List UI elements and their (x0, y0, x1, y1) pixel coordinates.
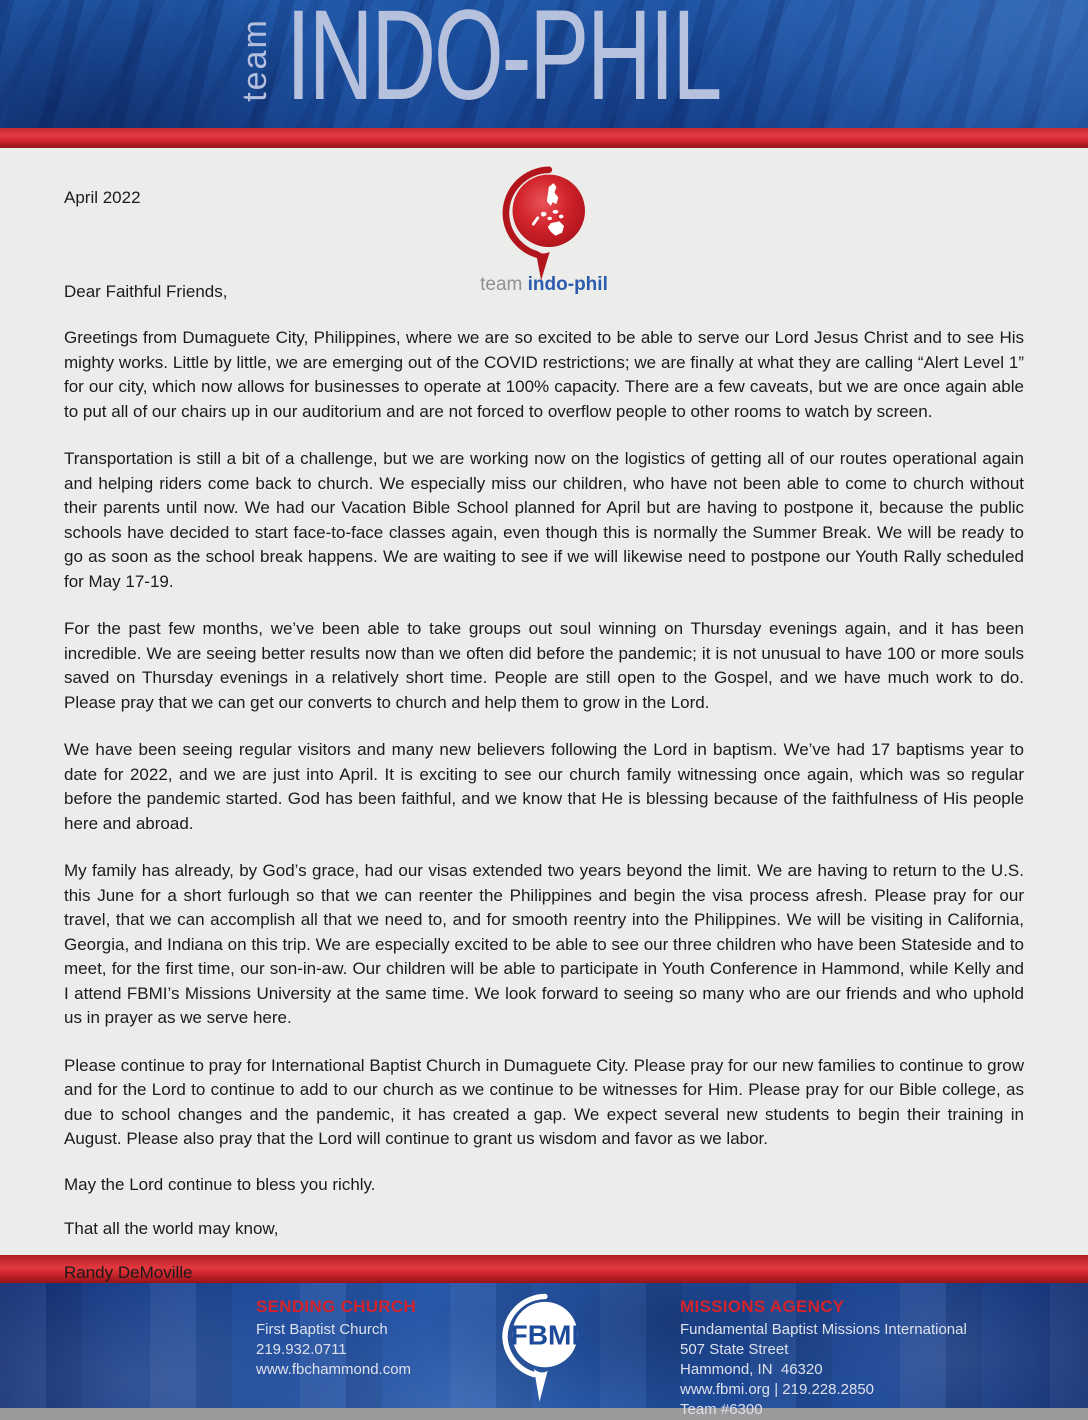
letter-date: April 2022 (64, 188, 141, 207)
sending-church-website: www.fbchammond.com (256, 1361, 412, 1378)
missions-agency-contact: www.fbmi.org | 219.228.2850 (680, 1381, 875, 1398)
paragraph-greetings: Greetings from Dumaguete City, Philippines, where we are so excited to be able to serve our Lord Jesus Christ and to see His mighty works. Little by little, we are emerging out of the COVID restrictions; we are finally at what they are calling “Alert Level 1” for our city, which now allows for businesses to operate at 100% capacity. There are a few caveats, but we are once again able to put all of our chairs up in our auditorium and are not forced to overflow people to other rooms to watch by screen. (64, 328, 1024, 421)
sending-church-phone: 219.932.0711 (256, 1341, 347, 1358)
header-banner (0, 0, 1088, 128)
fbmi-logo-text: FBMI (510, 1319, 580, 1351)
missions-agency-city: Hammond, IN 46320 (680, 1361, 823, 1378)
paragraph-baptisms: We have been seeing regular visitors and many new believers following the Lord in baptism. We’ve had 17 baptisms year to date for 2022, and we are just into April. It is exciting to see our church family witnessing once again, which was so regular before the pandemic started. God has been faithful, and we know that He is blessing because of the faithfulness of His people here and abroad. (64, 740, 1024, 833)
missions-agency-team-number: Team #6300 (680, 1401, 763, 1418)
logo-team-label: team (480, 274, 523, 295)
signature-name: Randy DeMoville (64, 1262, 193, 1282)
paragraph-transportation: Transportation is still a bit of a challenge, but we are working now on the logistics of getting all of our routes operational again and helping riders come back to church. We especially miss our children, who have not been able to come to church without their parents until now. We had our Vacation Bible School planned for April but are having to postpone it, because the public schools have decided to start face-to-face classes again, even though this is normally the Summer Break. We will be ready to go as soon as the school break happens. We are waiting to see if we will likewise need to postpone our Youth Rally scheduled for May 17-19. (64, 449, 1024, 591)
header-title: INDO-PHIL (286, 0, 721, 127)
header-team-label: team (236, 18, 274, 102)
team-indo-phil-logo-text (480, 274, 608, 296)
team-indo-phil-logo-icon (482, 166, 606, 288)
paragraph-prayer-requests: Please continue to pray for International Baptist Church in Dumaguete City. Please pray for our new families to continue to grow and for the Lord to continue to add to our church as we continue to be witnesses for Him. Please pray for our Bible college, as due to school changes and the pandemic, it has created a gap. We expect several new students to begin their training in August. Please also pray that the Lord will continue to grant us wisdom and favor as we labor. (64, 1055, 1024, 1148)
missions-agency-street: 507 State Street (680, 1341, 789, 1358)
closing-motto: That all the world may know, (64, 1218, 279, 1238)
header-red-divider (0, 128, 1088, 148)
letter-body (0, 148, 1088, 1282)
team-indo-phil-logo (480, 166, 608, 296)
fbmi-logo (485, 1291, 603, 1414)
sending-church-heading: SENDING CHURCH (256, 1297, 417, 1316)
paragraph-soul-winning: For the past few months, we’ve been able to take groups out soul winning on Thursday evenings again, and it has been incredible. We are seeing better results now than we often did before the pandemic; it is not unusual to have 100 or more souls saved on Thursday evenings in a relatively short time. People are still open to the Gospel, and we have much work to do. Please pray that we can get our converts to church and help them to grow in the Lord. (64, 619, 1024, 712)
paragraph-furlough: My family has already, by God’s grace, had our visas extended two years beyond the limit. We are having to return to the U.S. this June for a short furlough so that we can reenter the Philippines and begin the visa process afresh. Please pray for our travel, that we can accomplish all that we need to, and for smooth reentry into the Philippines. We will be visiting in California, Georgia, and Indiana on this trip. We are especially excited to be able to see our three children who have been Stateside and to meet, for the first time, our son-in-aw. Our children will be able to participate in Youth Conference in Hammond, while Kelly and I attend FBMI’s Missions University at the same time. We look forward to seeing so many who are our friends and who uphold us in prayer as we serve here. (64, 861, 1024, 1027)
closing-blessing: May the Lord continue to bless you richly. (64, 1174, 376, 1194)
fbmi-logo-icon (485, 1291, 603, 1409)
missions-agency-heading: MISSIONS AGENCY (680, 1297, 845, 1316)
sending-church-name: First Baptist Church (256, 1321, 388, 1338)
salutation: Dear Faithful Friends, (64, 282, 228, 301)
logo-indophil-label: indo-phil (527, 274, 608, 295)
footer-missions-agency (680, 1297, 967, 1420)
footer-banner (0, 1283, 1088, 1418)
missions-agency-name: Fundamental Baptist Missions International (680, 1321, 967, 1338)
footer-sending-church (256, 1297, 416, 1380)
